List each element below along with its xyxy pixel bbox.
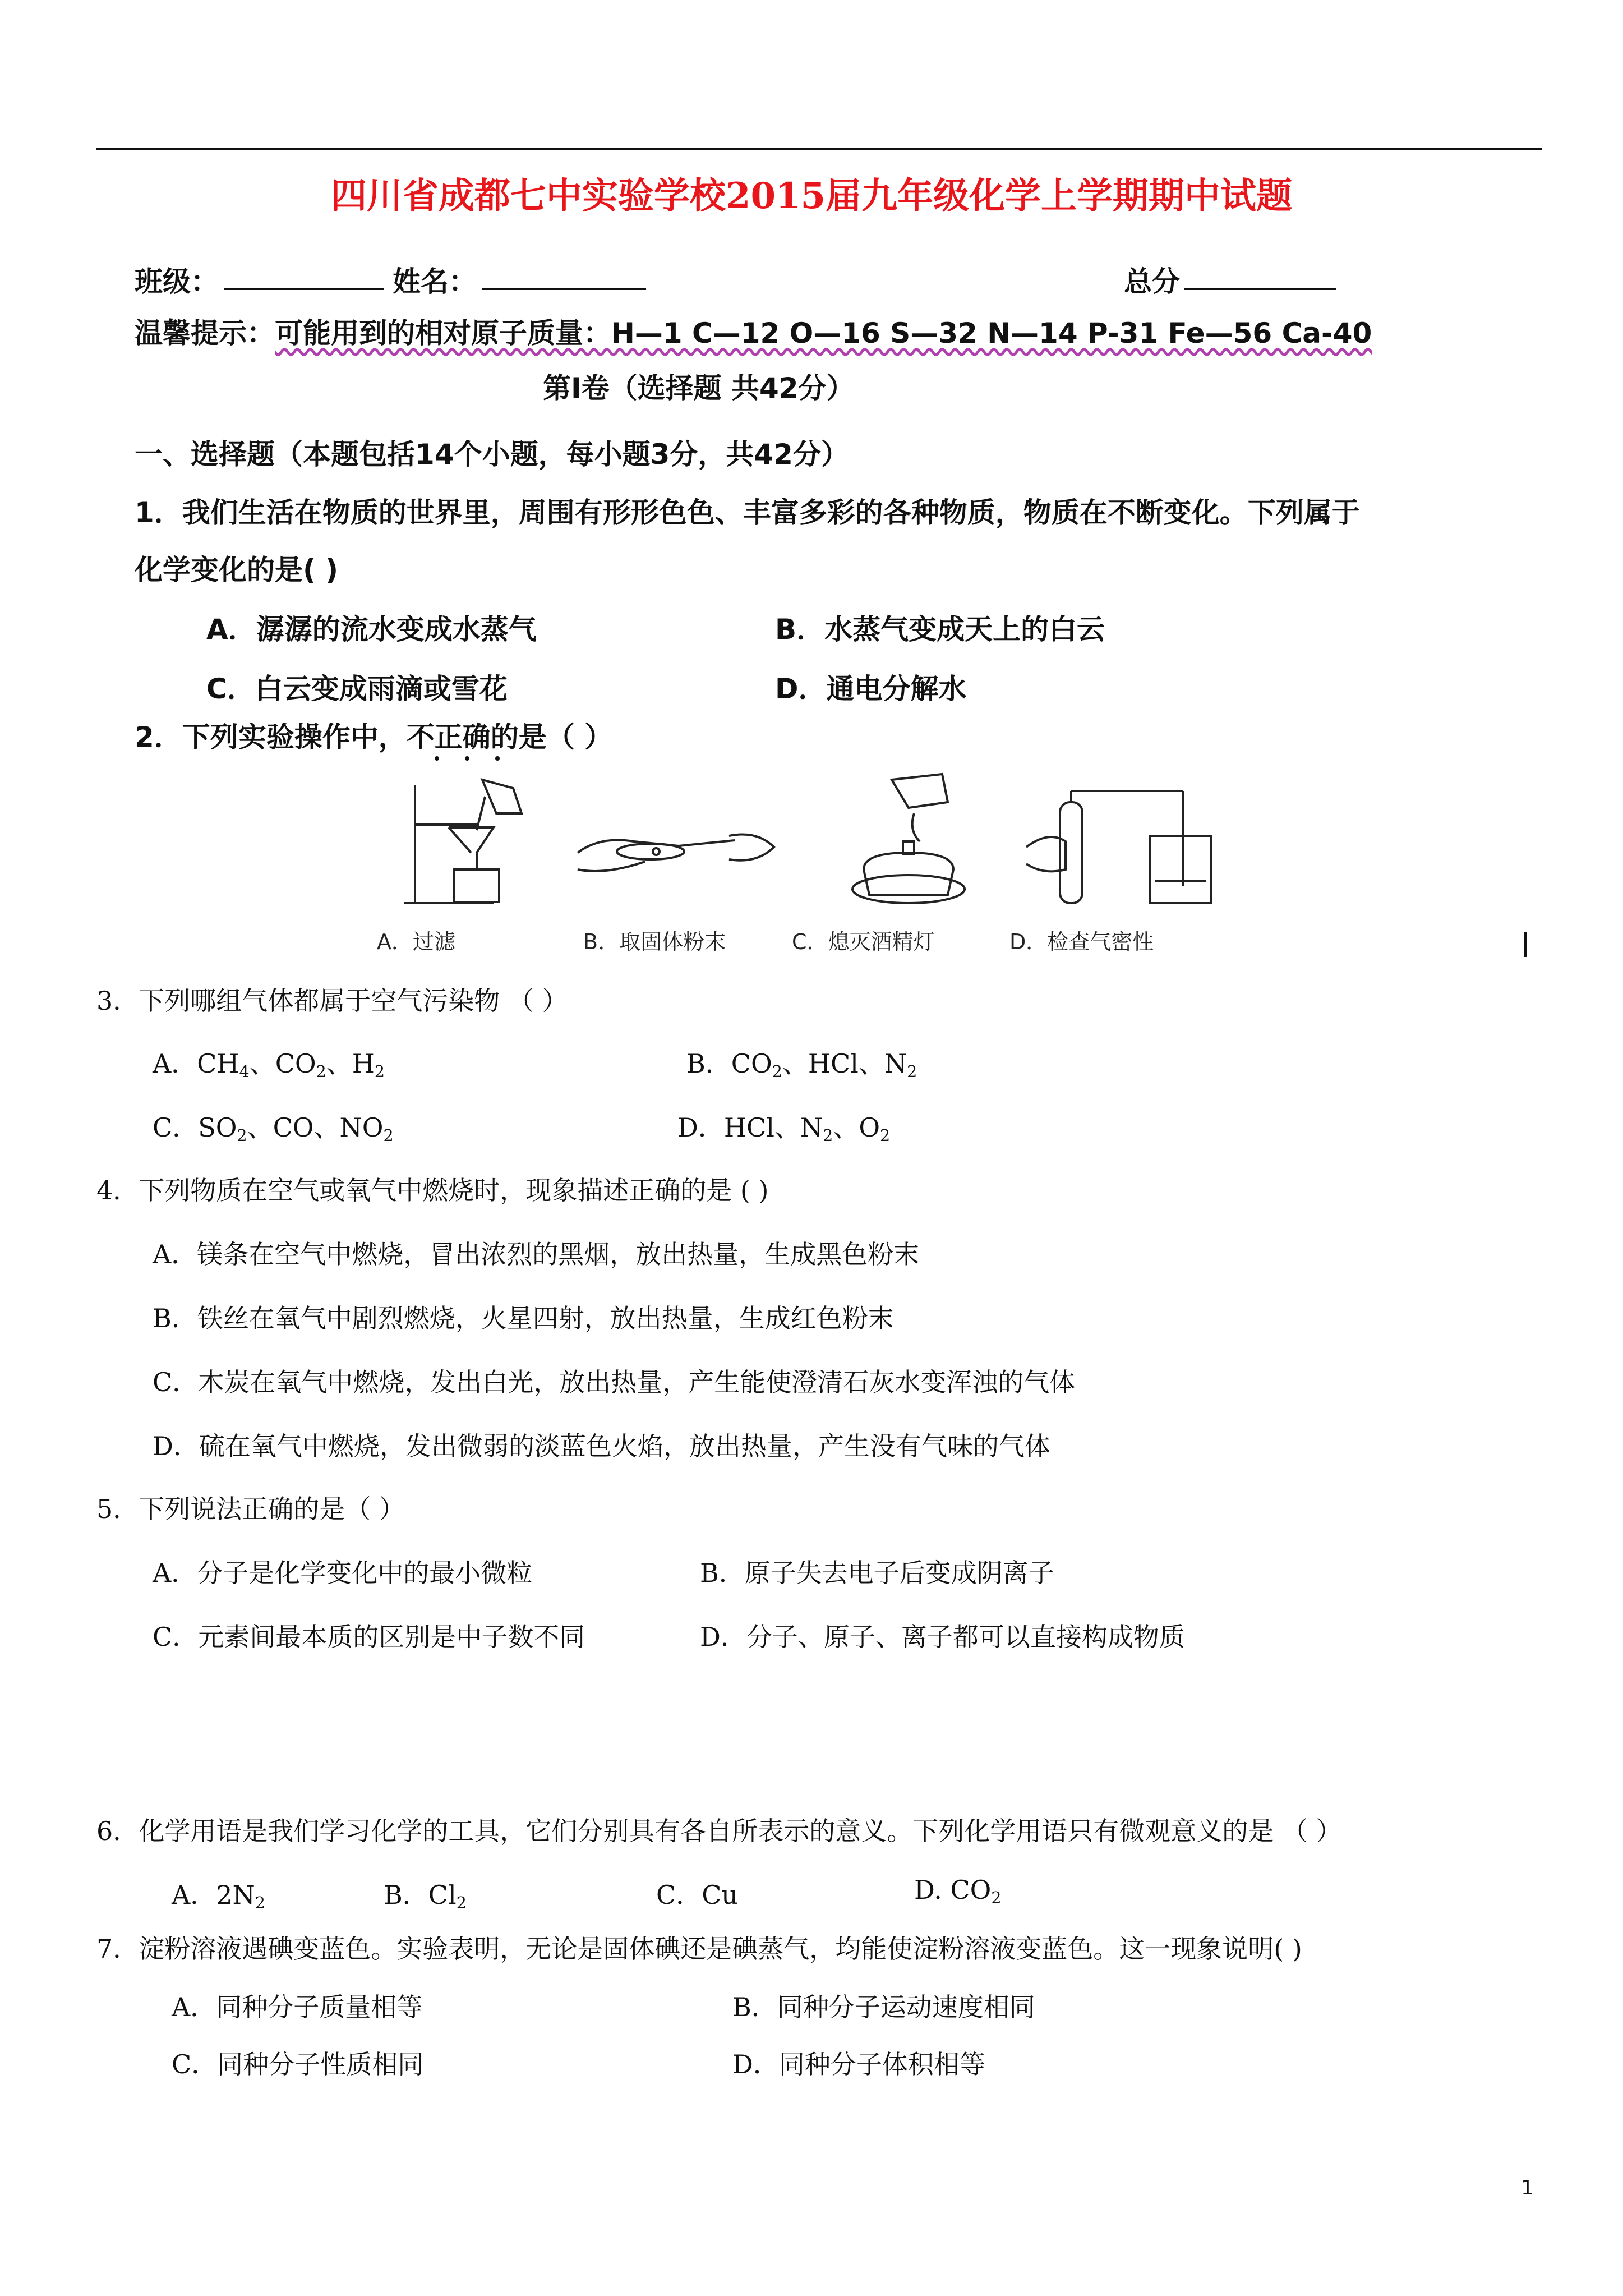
q7-option-c[interactable]: C．同种分子性质相同 xyxy=(172,2049,424,2079)
q3-option-d[interactable]: D．HCl、$N_2$、$O_2$ xyxy=(677,1112,891,1145)
q2-caption-d[interactable]: D．检查气密性 xyxy=(1009,930,1154,954)
name-label: 姓名： xyxy=(393,265,477,298)
q4-stem: 4．下列物质在空气或氧气中燃烧时，现象描述正确的是 ( ) xyxy=(96,1175,769,1205)
airtightness-figure xyxy=(1021,785,1223,914)
hint-label: 温馨提示： xyxy=(135,317,275,349)
q1-option-a[interactable]: A．潺潺的流水变成水蒸气 xyxy=(206,613,537,646)
q6-option-b[interactable]: B．$Cl_2$ xyxy=(384,1880,467,1912)
page-title: 四川省成都七中实验学校2015届九年级化学上学期期中试题 xyxy=(330,175,1293,217)
page-number: 1 xyxy=(1521,2177,1534,2200)
q5-option-c[interactable]: C．元素间最本质的区别是中子数不同 xyxy=(153,1622,585,1652)
emphasis-dot xyxy=(465,756,469,761)
q3-stem: 3．下列哪组气体都属于空气污染物 （ ） xyxy=(96,986,568,1016)
q1-option-b[interactable]: B．水蒸气变成天上的白云 xyxy=(775,613,1105,646)
q7-option-b[interactable]: B．同种分子运动速度相同 xyxy=(732,1992,1035,2022)
q6-stem: 6．化学用语是我们学习化学的工具，它们分别具有各自所表示的意义。下列化学用语只有微观意义的是 （ ） xyxy=(96,1816,1342,1846)
q2-caption-c[interactable]: C．熄灭酒精灯 xyxy=(792,930,935,954)
q5-stem: 5．下列说法正确的是（ ） xyxy=(96,1494,405,1524)
part-title: 第Ⅰ卷（选择题 共42分） xyxy=(543,372,855,404)
q1-option-c[interactable]: C．白云变成雨滴或雪花 xyxy=(206,673,508,705)
q3-option-b[interactable]: B．$CO_2$、HCl、$N_2$ xyxy=(686,1048,917,1081)
q6-option-a[interactable]: A．$2N_2$ xyxy=(172,1880,265,1912)
q3-option-a[interactable]: A．$CH_4$、$CO_2$、$H_2$ xyxy=(153,1048,385,1081)
q1-stem-line2: 化学变化的是( ) xyxy=(135,554,339,586)
q5-option-a[interactable]: A．分子是化学变化中的最小微粒 xyxy=(153,1558,533,1588)
q2-stem: 2．下列实验操作中，不正确的是（ ） xyxy=(135,721,613,753)
powder-figure xyxy=(566,808,785,892)
q4-option-c[interactable]: C．木炭在氧气中燃烧，发出白光，放出热量，产生能使澄清石灰水变浑浊的气体 xyxy=(153,1367,1076,1397)
hint-text: 可能用到的相对原子质量：H—1 C—12 O—16 S—32 N—14 P-31 Fe—56 Ca-40 xyxy=(275,317,1372,349)
q1-stem-line1: 1．我们生活在物质的世界里，周围有形形色色、丰富多彩的各种物质，物质在不断变化。下列属于 xyxy=(135,496,1360,529)
total-label: 总分 xyxy=(1124,265,1180,298)
name-blank[interactable] xyxy=(482,264,646,290)
total-blank[interactable] xyxy=(1184,264,1336,290)
class-label: 班级： xyxy=(135,265,219,298)
alcohol-lamp-figure xyxy=(830,769,987,914)
q7-option-a[interactable]: A．同种分子质量相等 xyxy=(172,1992,423,2022)
q2-caption-b[interactable]: B．取固体粉末 xyxy=(583,930,726,954)
hint-line xyxy=(135,311,1372,351)
q2-caption-a[interactable]: A．过滤 xyxy=(377,930,455,954)
q7-option-d[interactable]: D．同种分子体积相等 xyxy=(732,2049,985,2079)
filtration-figure xyxy=(393,774,555,914)
q4-option-b[interactable]: B．铁丝在氧气中剧烈燃烧，火星四射，放出热量，生成红色粉末 xyxy=(153,1303,894,1333)
top-rule xyxy=(96,148,1542,150)
q3-option-c[interactable]: C．$SO_2$、CO、$NO_2$ xyxy=(153,1112,394,1145)
emphasis-dot xyxy=(435,756,439,761)
q5-option-d[interactable]: D．分子、原子、离子都可以直接构成物质 xyxy=(700,1622,1185,1652)
q6-option-d[interactable]: D. $CO_2$ xyxy=(914,1875,1002,1907)
class-blank[interactable] xyxy=(224,264,384,290)
q7-stem: 7．淀粉溶液遇碘变蓝色。实验表明，无论是固体碘还是碘蒸气，均能使淀粉溶液变蓝色。这一现象说明( ) xyxy=(96,1934,1302,1964)
text-cursor-mark xyxy=(1524,932,1527,957)
q6-option-c[interactable]: C．Cu xyxy=(656,1880,739,1910)
section-title: 一、选择题（本题包括14个小题，每小题3分，共42分） xyxy=(135,438,849,471)
q4-option-a[interactable]: A．镁条在空气中燃烧，冒出浓烈的黑烟，放出热量，生成黑色粉末 xyxy=(153,1239,920,1269)
q1-option-d[interactable]: D．通电分解水 xyxy=(775,673,967,705)
q5-option-b[interactable]: B．原子失去电子后变成阴离子 xyxy=(700,1558,1054,1588)
q4-option-d[interactable]: D．硫在氧气中燃烧，发出微弱的淡蓝色火焰，放出热量，产生没有气味的气体 xyxy=(153,1431,1050,1461)
emphasis-dot xyxy=(495,756,500,761)
